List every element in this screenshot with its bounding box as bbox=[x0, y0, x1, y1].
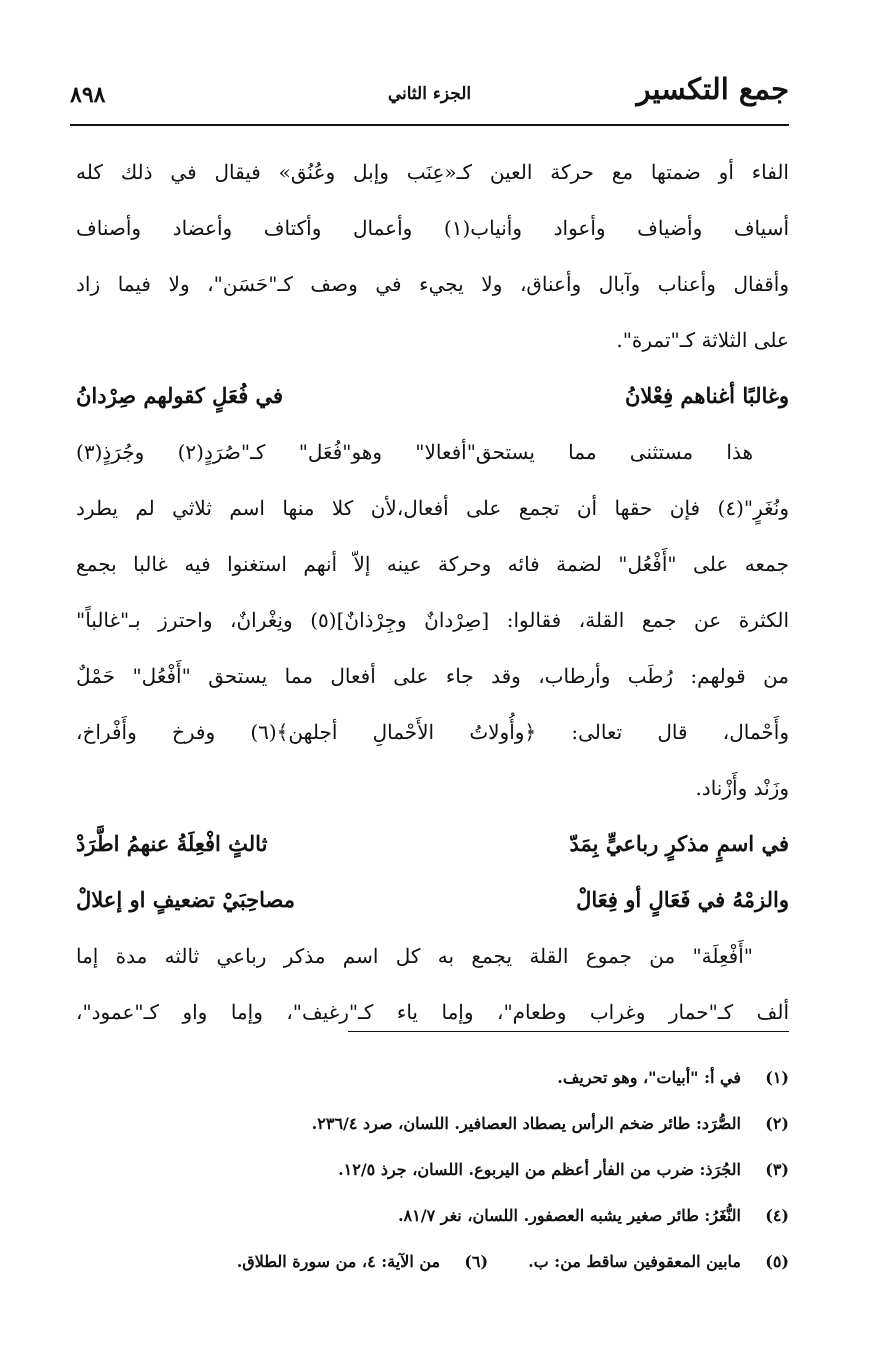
header-rule bbox=[70, 124, 789, 126]
page-header bbox=[70, 72, 789, 122]
text-line: هذا مستثنى مما يستحق"أفعالا" وهو"فُعَل" كـ"صُرَدٍ(٢) وجُرَذٍ(٣) bbox=[76, 440, 753, 464]
footnotes bbox=[76, 1060, 789, 1290]
footnote-mark: (٤) bbox=[765, 1206, 789, 1225]
footnote-text: مابين المعقوفين ساقط من: ب. bbox=[528, 1252, 741, 1271]
footnote-text: الجُرَذ: ضرب من الفأر أعظم من اليربوع. اللسان، جرذ ١٢/٥. bbox=[338, 1160, 741, 1179]
footnote-mark: (٥) bbox=[765, 1252, 789, 1271]
text-line: وأَحْمال، قال تعالى: ﴿وأُولاتُ الأَحْمالِ أجلهن﴾(٦) وفرخ وأَفْراخ، bbox=[76, 720, 789, 744]
verse-hemistich-first: والزمْهُ في فَعَالٍ أو فِعَالْ bbox=[576, 887, 789, 912]
footnote-mark: (٣) bbox=[765, 1160, 789, 1179]
text-line: أسياف وأضياف وأعواد وأنياب(١) وأعمال وأكتاف وأعضاد وأصناف bbox=[76, 216, 790, 240]
verse-hemistich-first: وغالبًا أغناهم فِعْلانُ bbox=[624, 383, 789, 408]
footnote bbox=[76, 1060, 789, 1106]
text-line: جمعه على "أَفْعُل" لضمة فائه وحركة عينه إلاّ أنهم استغنوا فيه غالبا بجمع bbox=[76, 552, 789, 576]
footnote bbox=[76, 1152, 789, 1198]
footnote bbox=[76, 1106, 789, 1152]
part-label: الجزء الثاني bbox=[387, 84, 472, 104]
verse-hemistich-second: ثالثٍ افْعِلَةُ عنهمُ اطَّرَدْ bbox=[76, 831, 268, 856]
text-line: ونُغَرٍ"(٤) فإن حقها أن تجمع على أفعال،لأن كلا منها اسم ثلاثي لم يطرد bbox=[76, 496, 789, 520]
footnote-mark: (٦) bbox=[464, 1252, 489, 1271]
main-text bbox=[76, 150, 789, 1046]
text-line: وزَنْد وأَزْناد. bbox=[695, 776, 789, 800]
footnote-pair bbox=[76, 1244, 789, 1290]
verse-hemistich-second: في فُعَلٍ كقولهم صِرْدانُ bbox=[76, 383, 284, 408]
footnote-text: من الآية: ٤، من سورة الطلاق. bbox=[236, 1252, 441, 1271]
running-title: جمع التكسير bbox=[636, 72, 789, 106]
verse-line bbox=[76, 878, 789, 934]
text-line: وأقفال وأعناب وآبال وأعناق، ولا يجيء في وصف كـ"حَسَن"، ولا فيما زاد bbox=[76, 272, 789, 296]
footnote bbox=[76, 1198, 789, 1244]
text-line: من قولهم: رُطَب وأرطاب، وقد جاء على أفعال مما يستحق "أَفْعُل" حَمْلٌ bbox=[76, 664, 789, 688]
text-line: على الثلاثة كـ"تمرة". bbox=[616, 328, 789, 352]
page-number: ٨٩٨ bbox=[70, 82, 106, 108]
text-line: ألف كـ"حمار وغراب وطعام"، وإما ياء كـ"رغيف"، وإما واو كـ"عمود"، bbox=[76, 1000, 789, 1024]
footnote-text: الصُّرَد: طائر ضخم الرأس يصطاد العصافير. اللسان، صرد ٢٣٦/٤. bbox=[311, 1114, 741, 1133]
footnote-mark: (٢) bbox=[765, 1114, 789, 1133]
text-line: "أَفْعِلَة" من جموع القلة يجمع به كل اسم مذكر رباعي ثالثه مدة إما bbox=[76, 944, 753, 968]
verse-line bbox=[76, 374, 789, 430]
footnote-text: في أ: "أبيات"، وهو تحريف. bbox=[557, 1068, 741, 1087]
verse-hemistich-second: مصاحِبَيْ تضعيفٍ او إعلالْ bbox=[76, 887, 296, 912]
text-line: الكثرة عن جمع القلة، فقالوا: [صِرْدانٌ وجِرْذانٌ](٥) ونِغْرانٌ، واحترز بـ"غالباً" bbox=[76, 608, 790, 632]
footnote-text: النُّغَرُ: طائر صغير يشبه العصفور. اللسان، نغر ٨١/٧. bbox=[397, 1206, 741, 1225]
verse-hemistich-first: في اسمٍ مذكرٍ رباعيٍّ بِمَدّ bbox=[569, 831, 789, 856]
footnote-mark: (١) bbox=[765, 1068, 789, 1087]
footnote-rule bbox=[348, 1031, 789, 1032]
verse-line bbox=[76, 822, 789, 878]
text-line: الفاء أو ضمتها مع حركة العين كـ«عِنَب وإبل وعُنُق» فيقال في ذلك كله bbox=[76, 160, 789, 184]
